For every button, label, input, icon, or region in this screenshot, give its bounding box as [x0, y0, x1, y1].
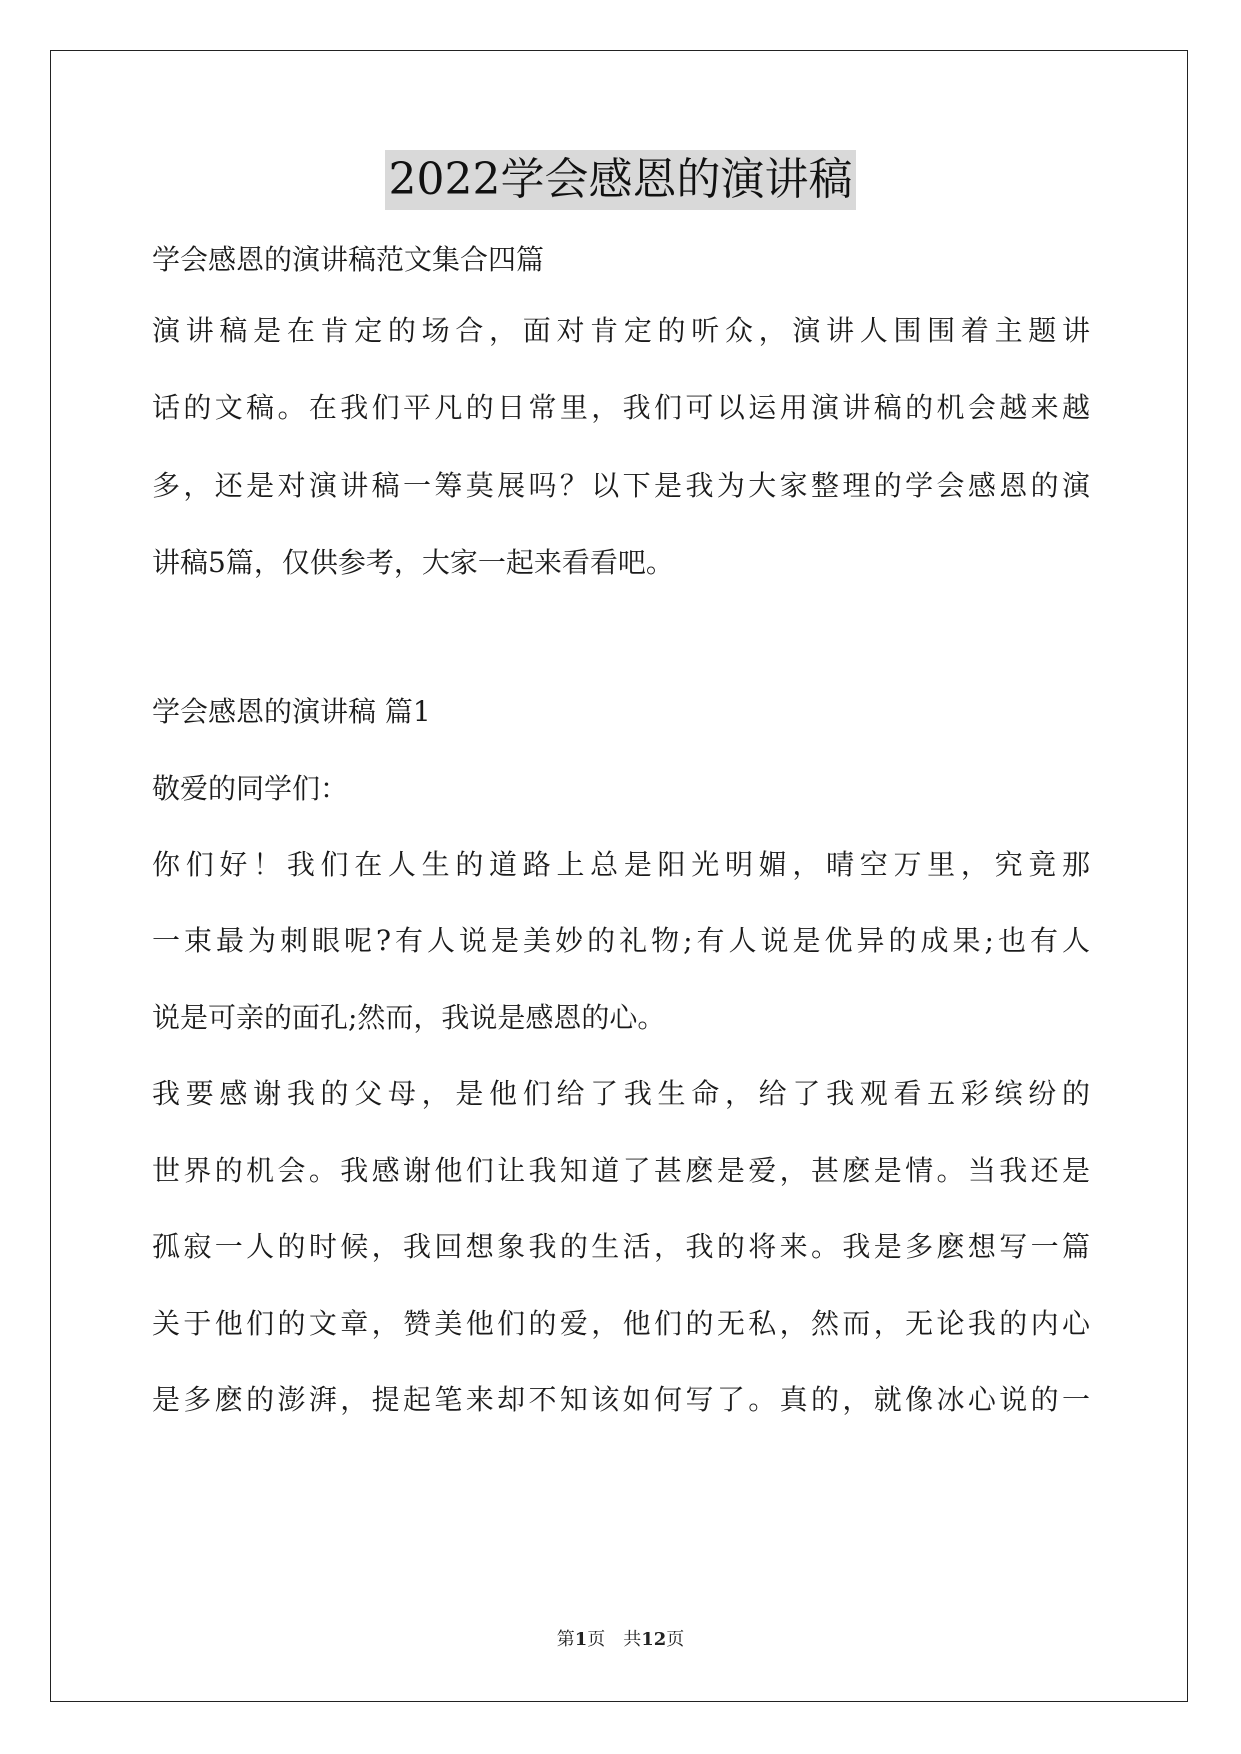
para2-line-3: 孤寂一人的时候，我回想象我的生活，我的将来。我是多麽想写一篇: [152, 1230, 1090, 1263]
page-footer: [0, 1628, 1241, 1652]
intro-line-1: 演讲稿是在肯定的场合，面对肯定的听众，演讲人围围着主题讲: [152, 314, 1090, 347]
salutation: 敬爱的同学们：: [152, 772, 349, 805]
footer-prefix: 第: [556, 1629, 575, 1650]
para1-line-1: 你们好！我们在人生的道路上总是阳光明媚，晴空万里，究竟那: [152, 848, 1090, 881]
document-title: 2022学会感恩的演讲稿: [385, 150, 857, 210]
footer-page-total: 12: [641, 1629, 667, 1650]
intro-line-2: 话的文稿。在我们平凡的日常里，我们可以运用演讲稿的机会越来越: [152, 391, 1090, 424]
para1-line-2: 一束最为刺眼呢?有人说是美妙的礼物;有人说是优异的成果;也有人: [152, 924, 1090, 957]
intro-line-4: 讲稿5篇，仅供参考，大家一起来看看吧。: [152, 546, 674, 579]
para2-line-4: 关于他们的文章，赞美他们的爱，他们的无私，然而，无论我的内心: [152, 1307, 1090, 1340]
section-heading: 学会感恩的演讲稿 篇1: [152, 695, 431, 728]
para2-line-5: 是多麽的澎湃，提起笔来却不知该如何写了。真的，就像冰心说的一: [152, 1383, 1090, 1416]
footer-page-number: 1: [574, 1629, 588, 1650]
document-subtitle: 学会感恩的演讲稿范文集合四篇: [152, 243, 545, 276]
footer-suffix: 页: [666, 1629, 685, 1650]
footer-mid: 页 共: [587, 1629, 642, 1650]
title-container: [0, 150, 1241, 210]
para1-line-3: 说是可亲的面孔;然而，我说是感恩的心。: [152, 1001, 666, 1034]
para2-line-1: 我要感谢我的父母，是他们给了我生命，给了我观看五彩缤纷的: [152, 1077, 1090, 1110]
intro-line-3: 多，还是对演讲稿一筹莫展吗？以下是我为大家整理的学会感恩的演: [152, 469, 1090, 502]
para2-line-2: 世界的机会。我感谢他们让我知道了甚麽是爱，甚麽是情。当我还是: [152, 1154, 1090, 1187]
